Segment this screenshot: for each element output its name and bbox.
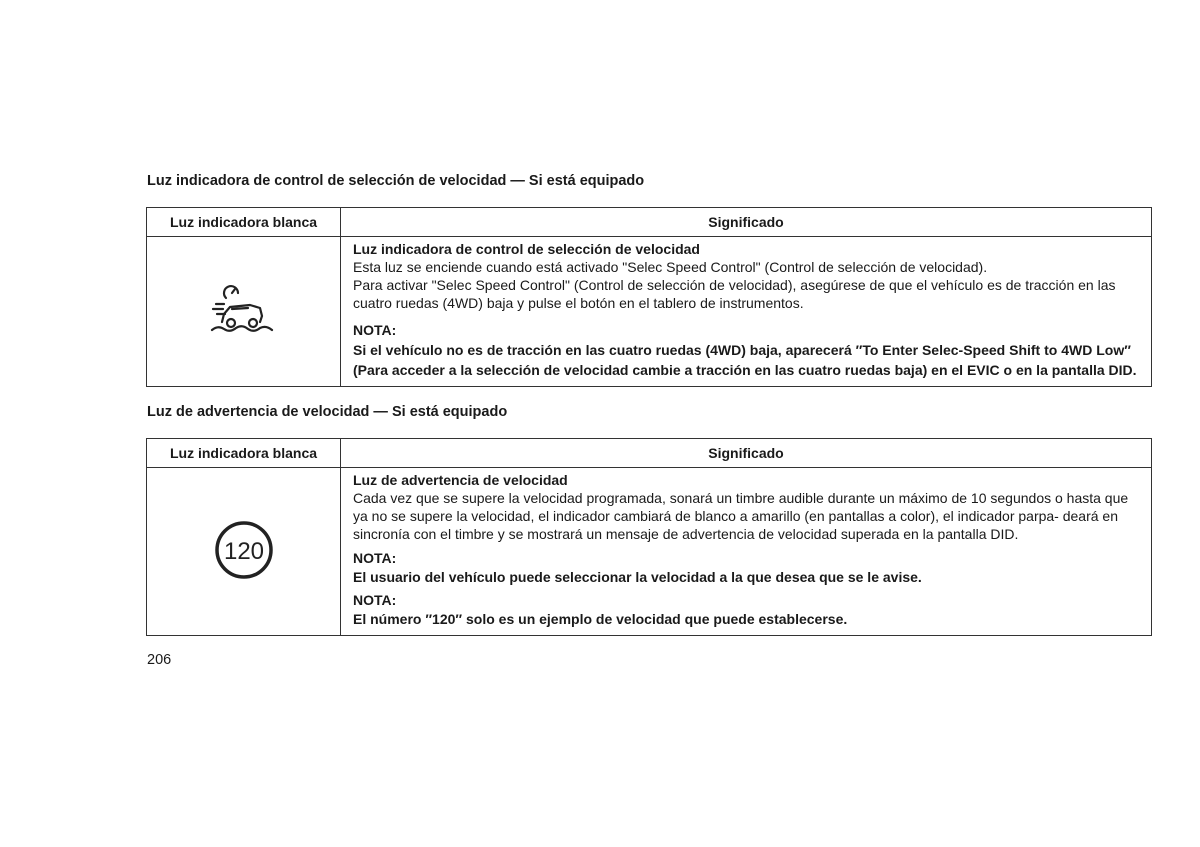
indicator-heading: Luz de advertencia de velocidad xyxy=(353,472,568,488)
description-paragraph: Esta luz se enciende cuando está activado "Selec Speed Control" (Control de selección de velocidad). xyxy=(353,259,988,275)
note-label: NOTA: xyxy=(353,550,397,566)
column-header-light: Luz indicadora blanca xyxy=(147,208,341,237)
column-header-meaning: Significado xyxy=(341,208,1152,237)
indicator-heading: Luz indicadora de control de selección de velocidad xyxy=(353,241,700,257)
icon-cell xyxy=(147,468,341,636)
speed-value-text: 120 xyxy=(223,537,264,565)
icon-cell xyxy=(147,237,341,387)
table-row xyxy=(147,468,1152,636)
section-title-speed-warning: Luz de advertencia de velocidad — Si está equipado xyxy=(147,404,508,420)
table-header-row xyxy=(147,208,1152,237)
column-header-meaning: Significado xyxy=(341,439,1152,468)
note-text: Si el vehículo no es de tracción en las cuatro ruedas (4WD) baja, aparecerá ″To Enter Selec-Speed Shift to 4WD Low″ (Para acceder a la selección de velocidad cambie a tracción en las cuatro ruedas baja) en el EVIC o en la pantalla DID. xyxy=(353,342,1137,378)
indicator-table-speed-warning xyxy=(146,438,1152,636)
table-row xyxy=(147,237,1152,387)
note-label: NOTA: xyxy=(353,322,397,338)
indicator-table-selec-speed xyxy=(146,207,1152,387)
note-label: NOTA: xyxy=(353,592,397,608)
meaning-cell xyxy=(341,237,1152,387)
section-title-selec-speed: Luz indicadora de control de selección de velocidad — Si está equipado xyxy=(147,173,645,189)
description-paragraph: Cada vez que se supere la velocidad programada, sonará un timbre audible durante un máximo de 10 segundos o hasta que ya no se supere la velocidad, el indicador cambiará de blanco a amarillo (en pantallas a color), el indicador parpa- deará en sincronía con el timbre y se mostrará un mensaje de advertencia de velocidad superada en la pantalla DID. xyxy=(353,490,1129,542)
page-number: 206 xyxy=(147,652,172,668)
column-header-light: Luz indicadora blanca xyxy=(147,439,341,468)
meaning-cell xyxy=(341,468,1152,636)
speed-warning-120-icon xyxy=(212,518,276,582)
table-header-row xyxy=(147,439,1152,468)
selec-speed-control-vehicle-icon xyxy=(204,280,284,340)
note-text: El usuario del vehículo puede seleccionar la velocidad a la que desea que se le avise. xyxy=(353,569,922,585)
note-text: El número ″120″ solo es un ejemplo de velocidad que puede establecerse. xyxy=(353,611,848,627)
description-paragraph: Para activar "Selec Speed Control" (Control de selección de velocidad), asegúrese de que el vehículo es de tracción en las cuatro ruedas (4WD) baja y pulse el botón en el tablero de instrumentos. xyxy=(353,277,1116,311)
